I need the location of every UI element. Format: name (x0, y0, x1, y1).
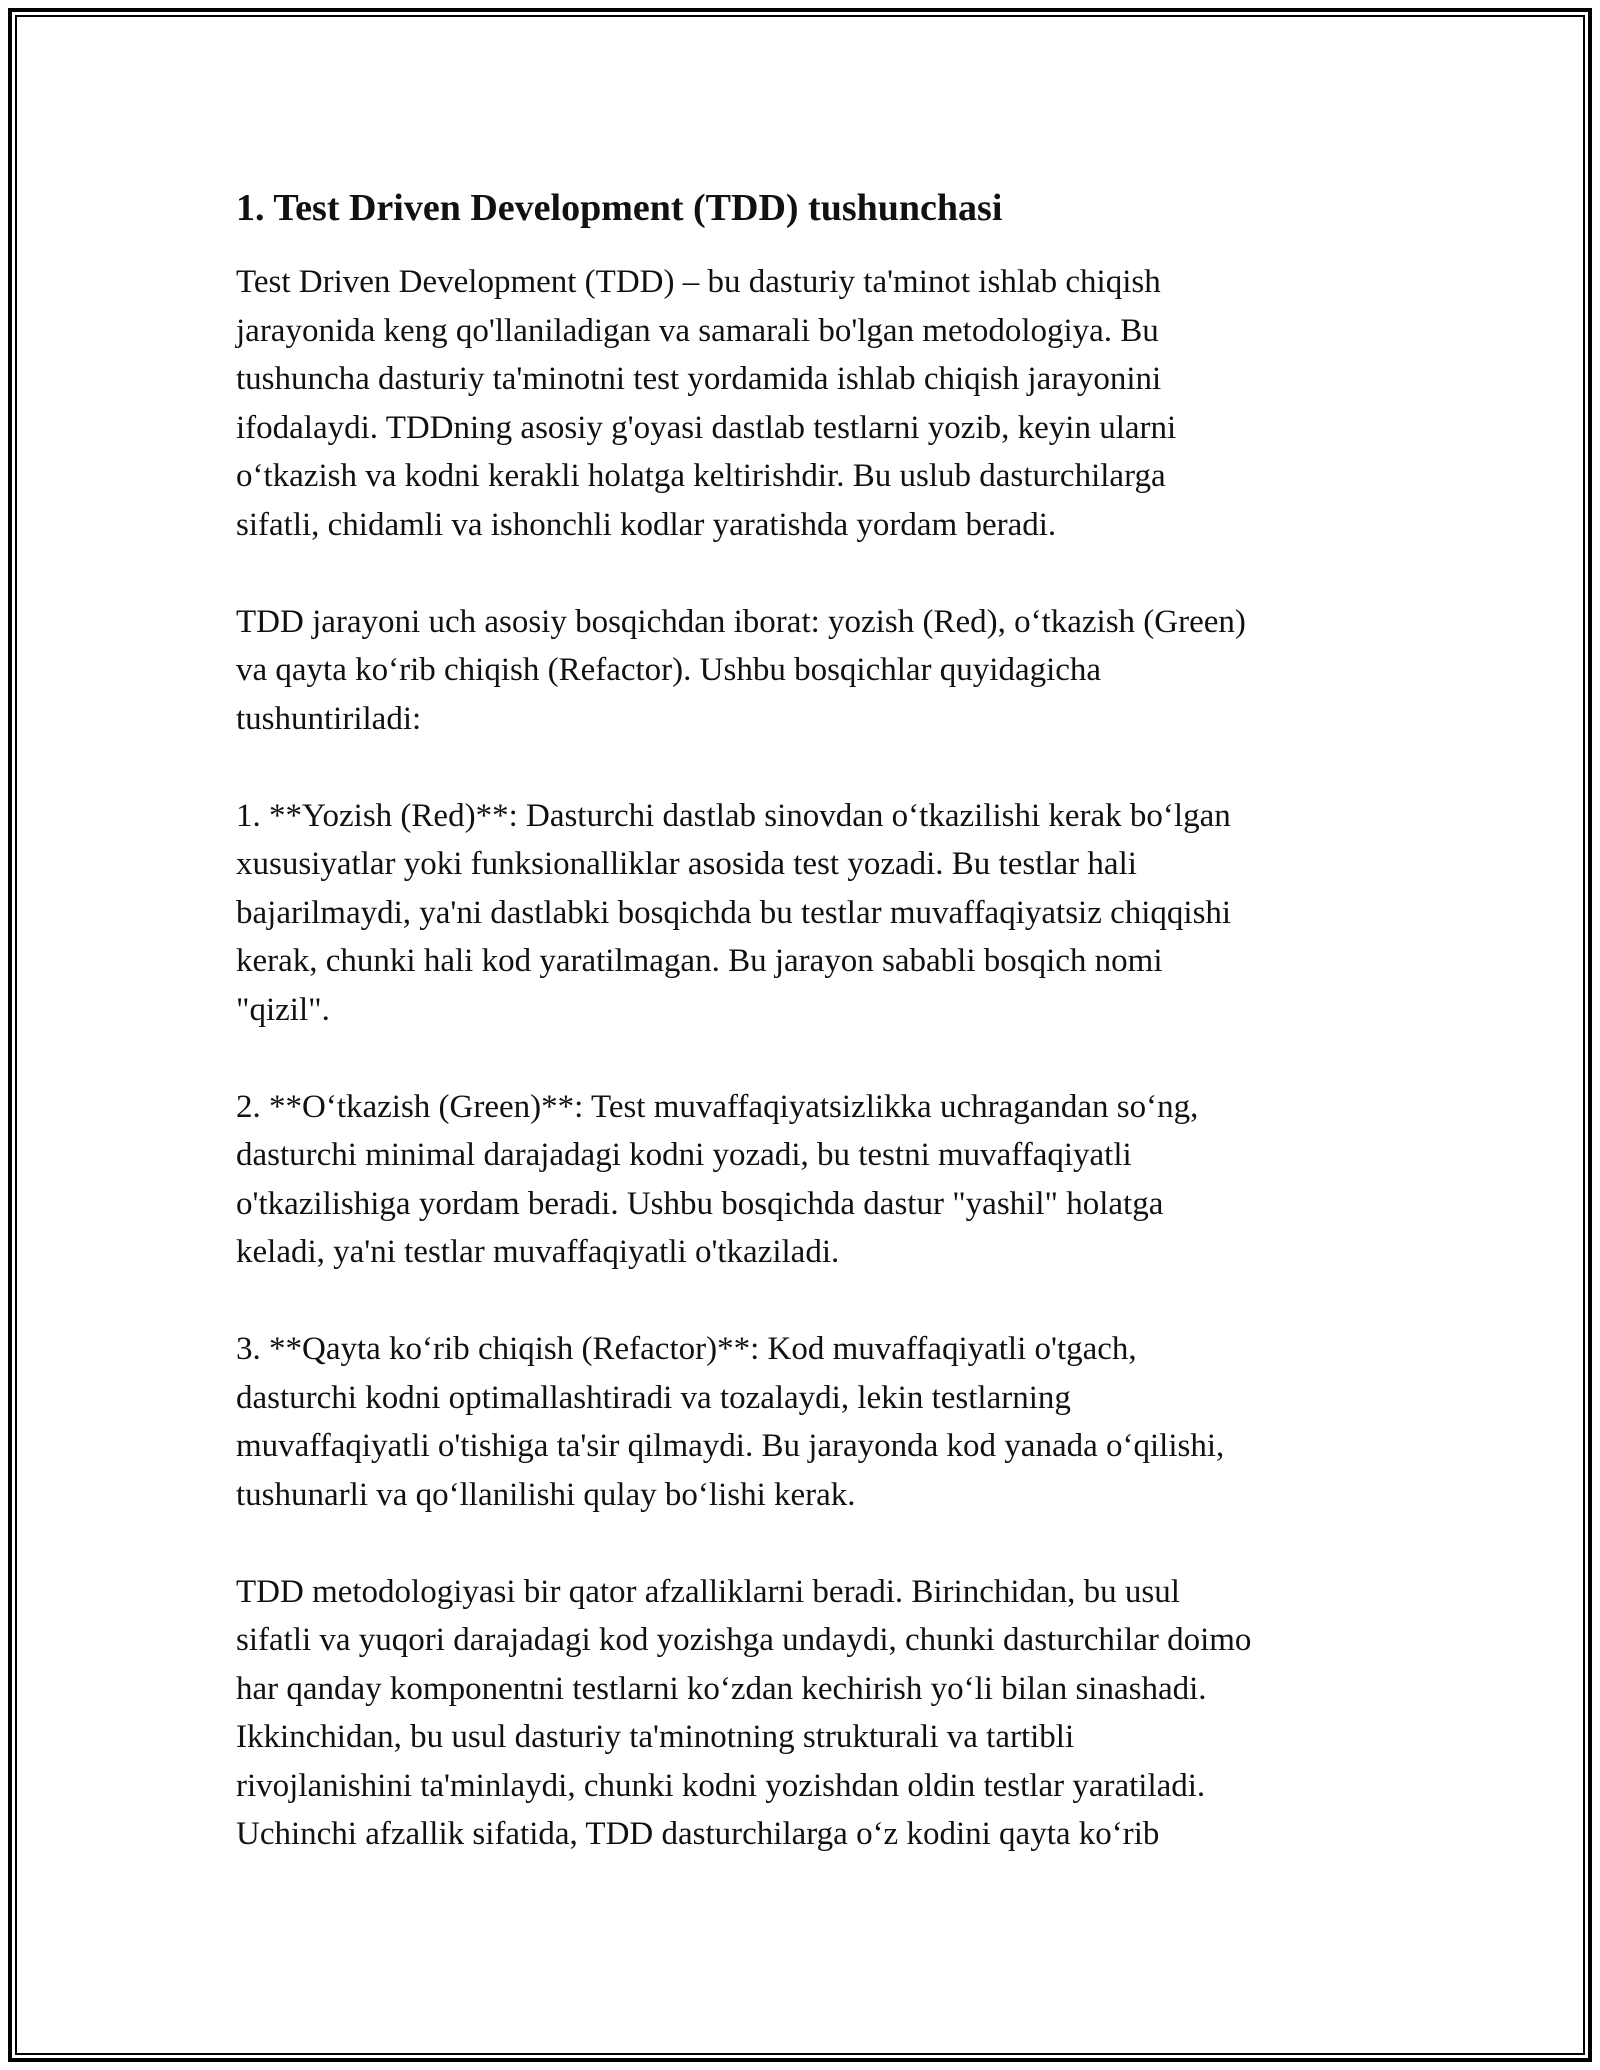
stage-green-paragraph: 2. **O‘tkazish (Green)**: Test muvaffaqiyatsizlikka uchragandan so‘ng, dasturchi minimal darajadagi kodni yozadi, bu testni muvaffaqiyatli o'tkazilishiga yordam beradi. Ushbu bosqichda dastur "yashil" holatga keladi, ya'ni testlar muvaffaqiyatli o'tkaziladi. (236, 1088, 1199, 1270)
intro-paragraph: Test Driven Development (TDD) – bu dasturiy ta'minot ishlab chiqish jarayonida keng qo'llaniladigan va samarali bo'lgan metodologiya. Bu tushuncha dasturiy ta'minotni test yordamida ishlab chiqish jarayonini ifodalaydi. TDDning asosiy g'oyasi dastlab testlarni yozib, keyin ularni o‘tkazish va kodni kerakli holatga keltirishdir. Bu uslub dasturchilarga sifatli, chidamli va ishonchli kodlar yaratishda yordam beradi. (236, 264, 1177, 543)
section-heading: 1. Test Driven Development (TDD) tushunchasi (236, 187, 1003, 229)
advantages-paragraph: TDD metodologiyasi bir qator afzalliklarni beradi. Birinchidan, bu usul sifatli va yuqori darajadagi kod yozishga undaydi, chunki dasturchilar doimo har qanday komponentni testlarni ko‘zdan kechirish yo‘li bilan sinashadi. Ikkinchidan, bu usul dasturiy ta'minotning strukturali va tartibli rivojlanishini ta'minlaydi, chunki kodni yozishdan oldin testlar yaratiladi. Uchinchi afzallik sifatida, TDD dasturchilarga o‘z kodini qayta ko‘rib (236, 1573, 1252, 1852)
stages-paragraph: TDD jarayoni uch asosiy bosqichdan iborat: yozish (Red), o‘tkazish (Green) va qayta ko‘rib chiqish (Refactor). Ushbu bosqichlar quyidagicha tushuntiriladi: (236, 603, 1246, 737)
stage-red-paragraph: 1. **Yozish (Red)**: Dasturchi dastlab sinovdan o‘tkazilishi kerak bo‘lgan xususiyatlar yoki funksionalliklar asosida test yozadi. Bu testlar hali bajarilmaydi, ya'ni dastlabki bosqichda bu testlar muvaffaqiyatsiz chiqqishi kerak, chunki hali kod yaratilmagan. Bu jarayon sababli bosqich nomi "qizil". (236, 797, 1232, 1028)
document-body (236, 184, 1386, 1859)
stage-refactor-paragraph: 3. **Qayta ko‘rib chiqish (Refactor)**: Kod muvaffaqiyatli o'tgach, dasturchi kodni optimallashtiradi va tozalaydi, lekin testlarning muvaffaqiyatli o'tishiga ta'sir qilmaydi. Bu jarayonda kod yanada o‘qilishi, tushunarli va qo‘llanilishi qulay bo‘lishi kerak. (236, 1331, 1225, 1513)
